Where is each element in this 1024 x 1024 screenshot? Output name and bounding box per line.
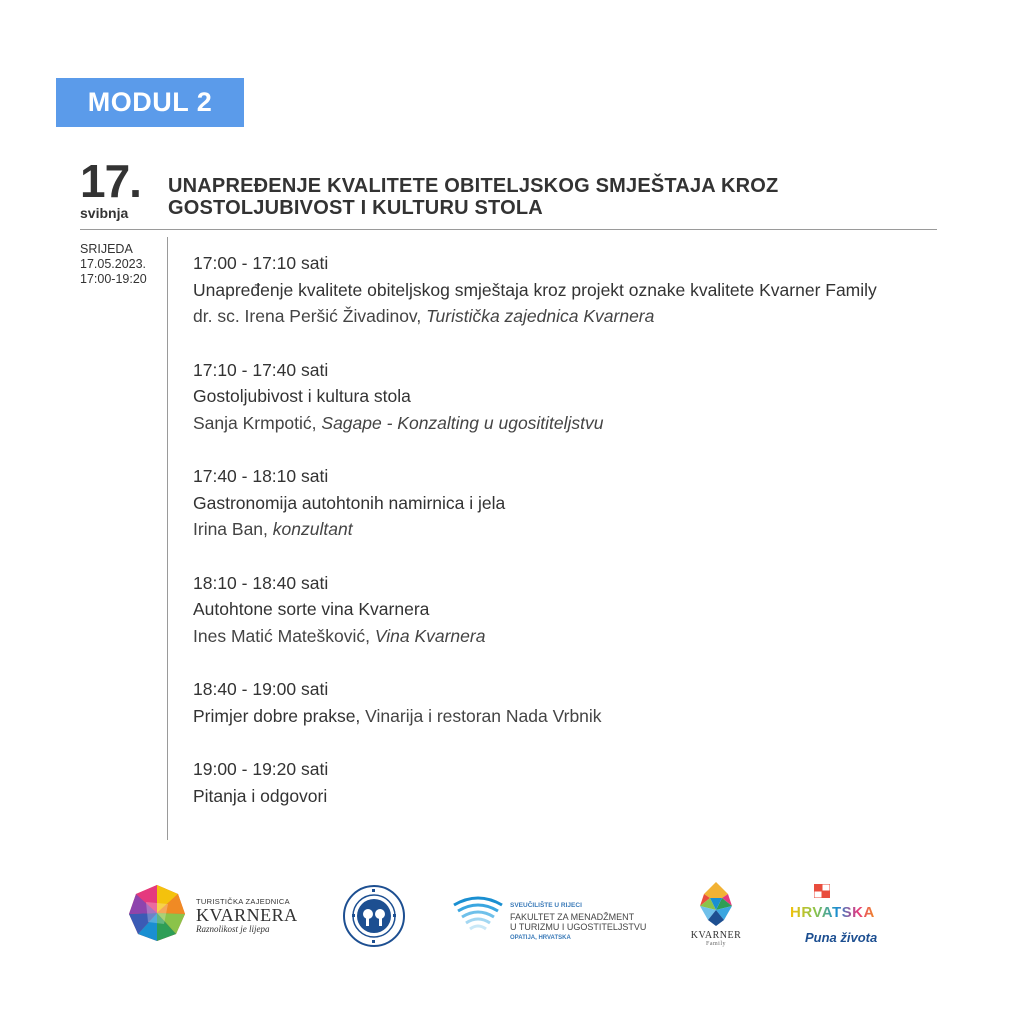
session-date: 17.05.2023. bbox=[80, 257, 147, 271]
agenda-topic: Unapređenje kvalitete obiteljskog smještaja kroz projekt oznake kvalitete Kvarner Family bbox=[193, 279, 877, 300]
hrvatska-slogan: Puna života bbox=[805, 930, 878, 945]
agenda-time: 17:00 - 17:10 sati bbox=[193, 253, 329, 273]
kvarnera-wordmark bbox=[196, 897, 298, 934]
topic-detail: Vinarija i restoran Nada Vrbnik bbox=[365, 705, 602, 726]
agenda-item bbox=[193, 250, 953, 330]
agenda-item bbox=[193, 570, 953, 650]
agenda-topic bbox=[193, 703, 953, 730]
hrvatska-wordmark: HRVATSKA bbox=[790, 904, 875, 921]
agenda-time: 17:40 - 18:10 sati bbox=[193, 466, 329, 486]
agenda-list bbox=[193, 250, 953, 809]
agenda-time: 18:40 - 19:00 sati bbox=[193, 679, 329, 699]
kvarner-family-wordmark bbox=[684, 930, 748, 947]
speaker-org: Turistička zajednica Kvarnera bbox=[426, 306, 655, 326]
kvarnera-logo-icon bbox=[128, 884, 186, 942]
kvarnera-small-text: TURISTIČKA ZAJEDNICA bbox=[196, 897, 290, 906]
speaker-org: Vina Kvarnera bbox=[374, 625, 486, 646]
agenda-topic: Gastronomija autohtonih namirnica i jela bbox=[193, 492, 506, 513]
agenda-divider bbox=[167, 237, 168, 840]
kvarner-family-logo-icon bbox=[694, 880, 738, 928]
date-day: 17. bbox=[80, 155, 141, 207]
topic-lead: Primjer dobre prakse, bbox=[193, 705, 361, 726]
faculty-university: SVEUČILIŠTE U RIJECI bbox=[510, 902, 582, 909]
faculty-logo-icon bbox=[452, 893, 504, 937]
faculty-name-2: U TURIZMU I UGOSTITELJSTVU bbox=[510, 922, 647, 932]
agenda-topic: Autohtone sorte vina Kvarnera bbox=[193, 599, 430, 619]
faculty-wordmark bbox=[510, 901, 646, 943]
university-seal-icon bbox=[342, 884, 406, 948]
kvarnera-name: KVARNERA bbox=[196, 905, 298, 925]
speaker-org: Sagape - Konzalting u ugosititeljstvu bbox=[321, 412, 604, 433]
session-time: 17:00-19:20 bbox=[80, 272, 147, 286]
kvarnera-slogan: Raznolikost je lijepa bbox=[196, 924, 270, 934]
agenda-time: 19:00 - 19:20 sati bbox=[193, 759, 329, 779]
event-title: UNAPREĐENJE KVALITETE OBITELJSKOG SMJEŠTAJA KROZ GOSTOLJUBIVOST I KULTURU STOLA bbox=[168, 175, 779, 219]
kvarner-family-name: KVARNER bbox=[690, 930, 742, 941]
agenda-item bbox=[193, 756, 953, 809]
agenda-topic: Gostoljubivost i kultura stola bbox=[193, 386, 411, 406]
agenda-speaker bbox=[193, 516, 953, 543]
session-info bbox=[80, 242, 147, 287]
agenda-time: 18:10 - 18:40 sati bbox=[193, 572, 329, 593]
agenda-item bbox=[193, 357, 953, 437]
agenda-speaker bbox=[193, 303, 953, 330]
agenda-item bbox=[193, 676, 953, 729]
speaker-name: Sanja Krmpotić, bbox=[193, 412, 317, 433]
speaker-name: Irina Ban, bbox=[193, 519, 268, 539]
speaker-name: dr. sc. Irena Peršić Živadinov, bbox=[193, 306, 422, 326]
agenda-time: 17:10 - 17:40 sati bbox=[193, 359, 329, 380]
speaker-name: Ines Matić Matešković, bbox=[193, 625, 370, 646]
agenda-topic: Pitanja i odgovori bbox=[193, 785, 328, 806]
speaker-org: konzultant bbox=[272, 519, 353, 539]
faculty-location: OPATIJA, HRVATSKA bbox=[510, 934, 571, 941]
session-weekday: SRIJEDA bbox=[80, 242, 133, 256]
agenda-item bbox=[193, 463, 953, 543]
date-month: svibnja bbox=[80, 205, 129, 221]
agenda-speaker bbox=[193, 623, 953, 650]
hrvatska-checker-icon bbox=[814, 884, 830, 898]
agenda-speaker bbox=[193, 410, 953, 437]
title-divider bbox=[80, 229, 937, 230]
kvarner-family-sub: Family bbox=[705, 941, 726, 947]
module-badge: MODUL 2 bbox=[56, 78, 244, 127]
faculty-name: FAKULTET ZA MENADŽMENT bbox=[510, 911, 635, 922]
